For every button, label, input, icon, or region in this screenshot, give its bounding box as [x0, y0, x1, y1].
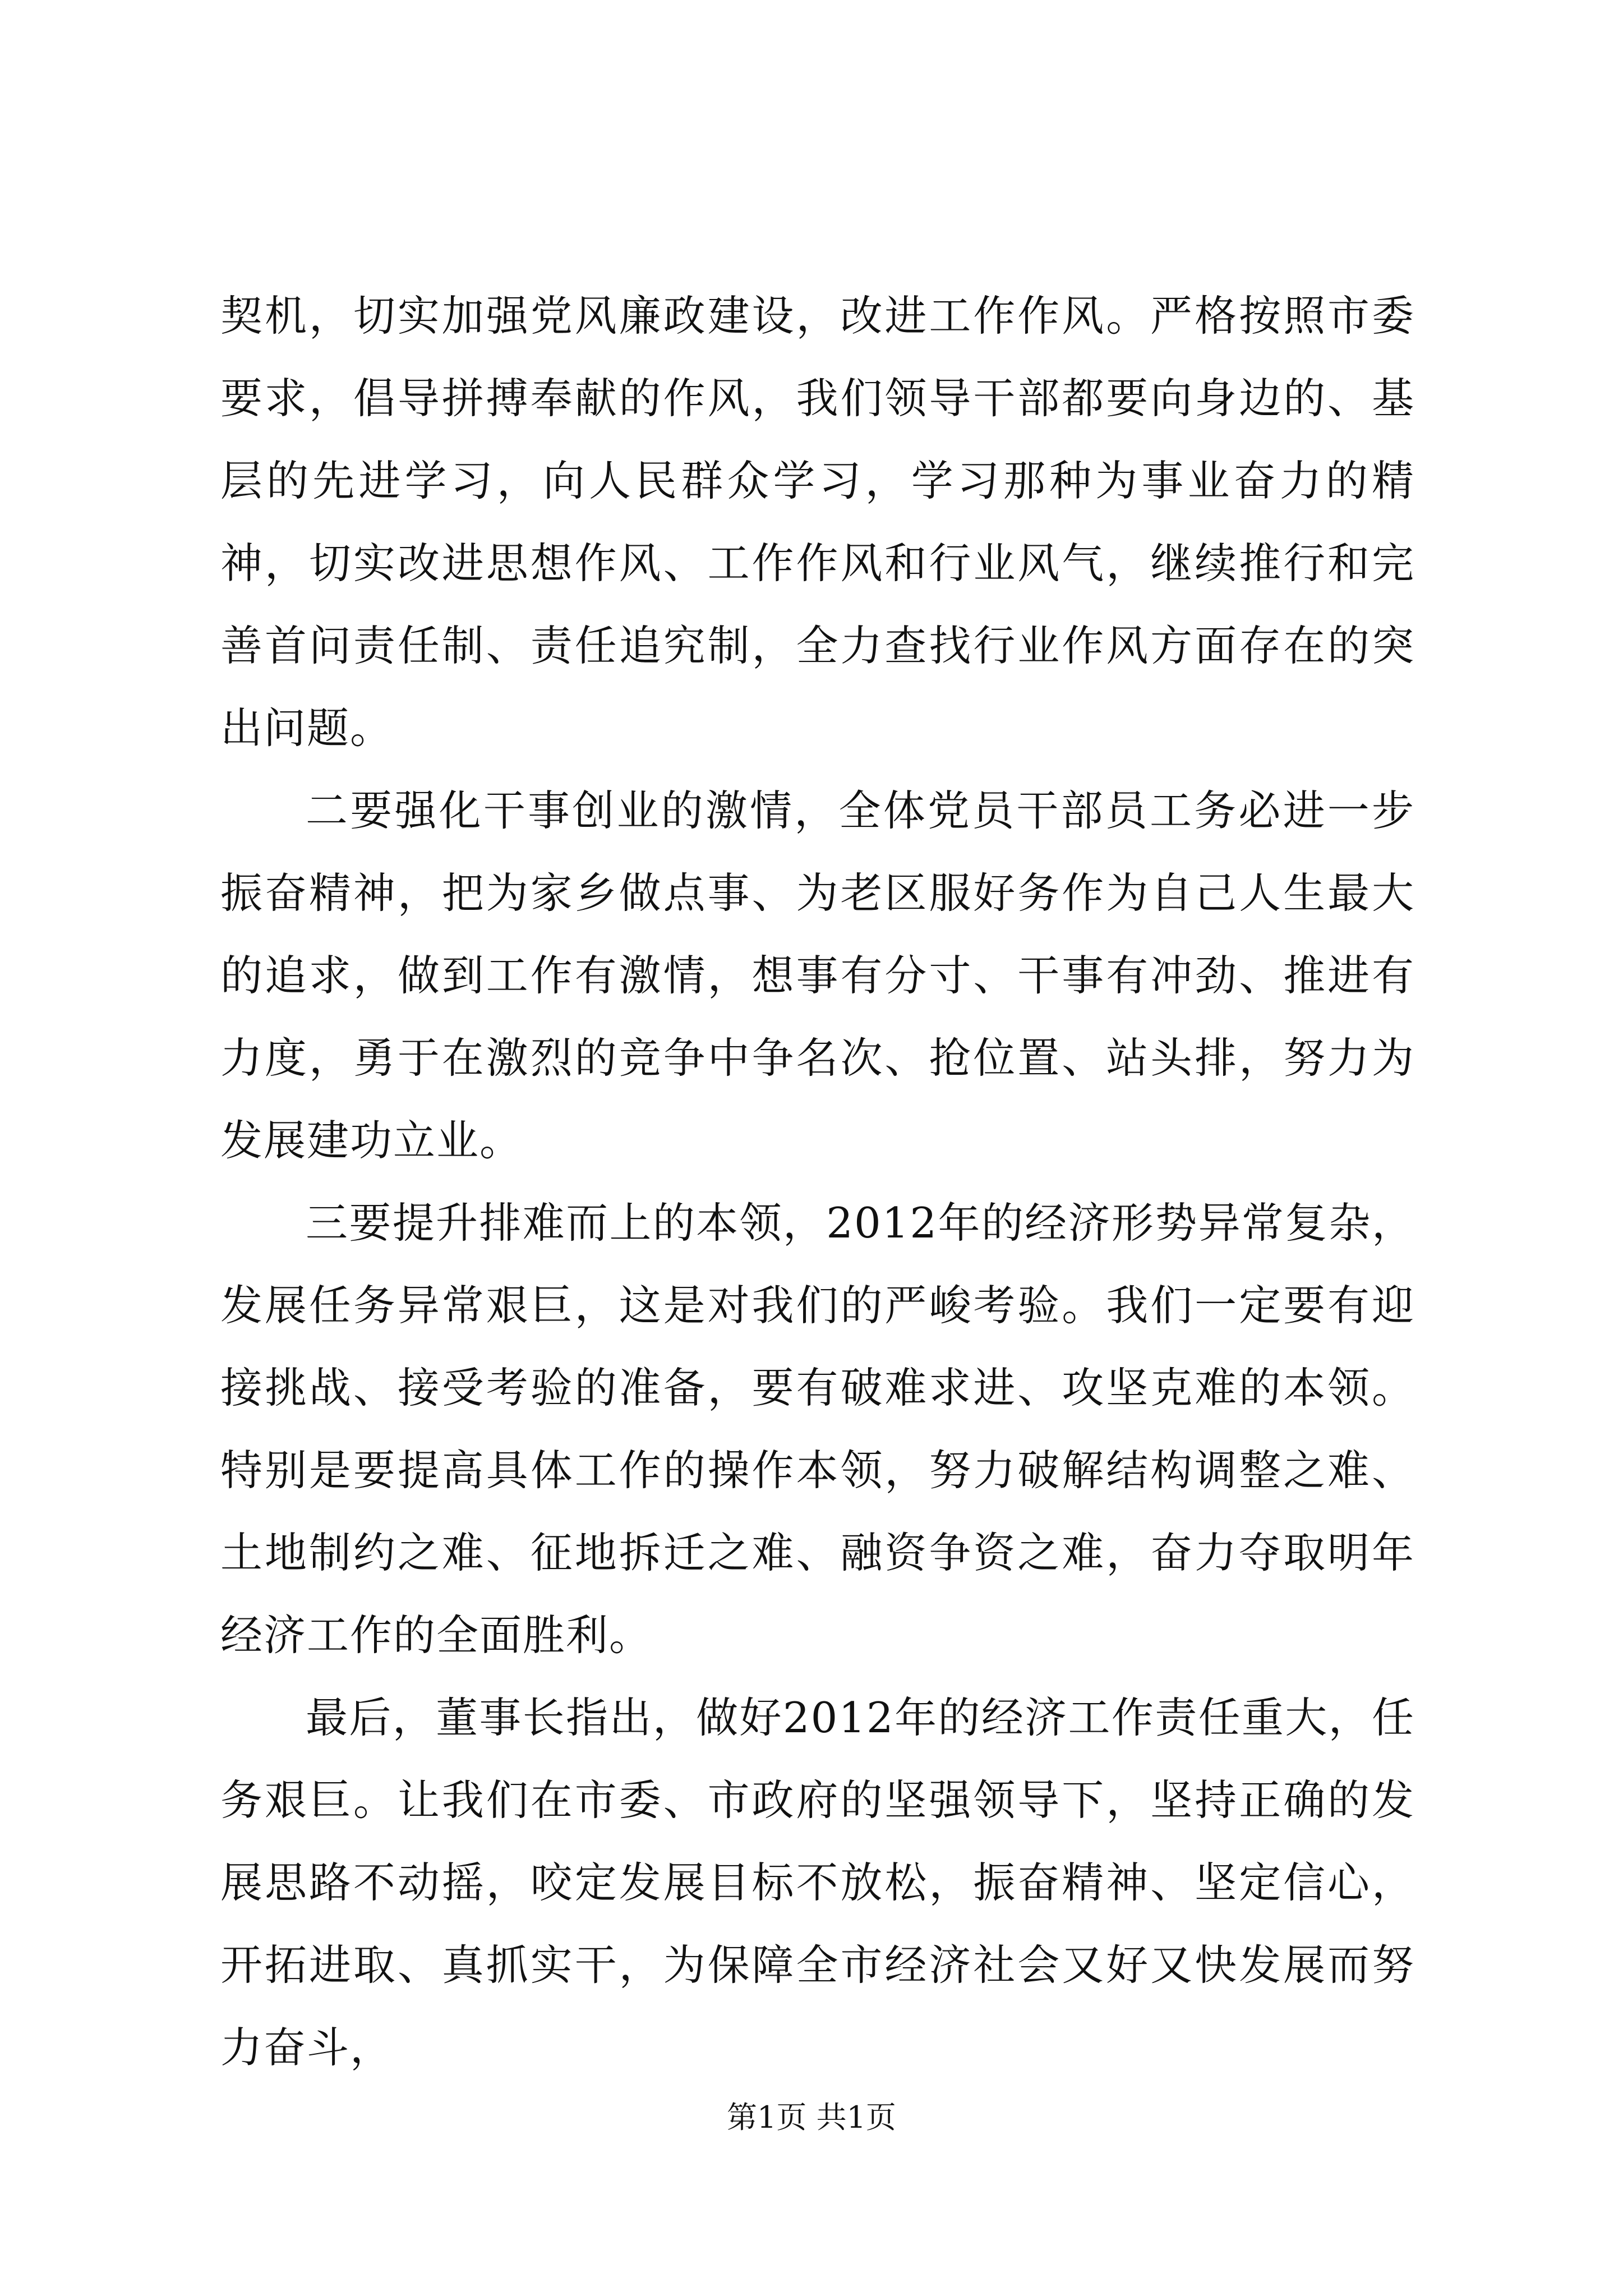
paragraph-4: 最后，董事长指出，做好2012年的经济工作责任重大，任务艰巨。让我们在市委、市政府的坚强领导下，坚持正确的发展思路不动摇，咬定发展目标不放松，振奋精神、坚定信心，开拓进取、真抓实干，为保障全市经济社会又好又快发展而努力奋斗，	[220, 1693, 1415, 2072]
document-body	[220, 275, 1415, 2089]
paragraph-3: 三要提升排难而上的本领，2012年的经济形势异常复杂，发展任务异常艰巨，这是对我们的严峻考验。我们一定要有迎接挑战、接受考验的准备，要有破难求进、攻坚克难的本领。特别是要提高具体工作的操作本领，努力破解结构调整之难、土地制约之难、征地拆迁之难、融资争资之难，奋力夺取明年经济工作的全面胜利。	[220, 1198, 1415, 1660]
paragraph-2: 二要强化干事创业的激情，全体党员干部员工务必进一步振奋精神，把为家乡做点事、为老区服好务作为自己人生最大的追求，做到工作有激情，想事有分寸、干事有冲劲、推进有力度，勇于在激烈的竞争中争名次、抢位置、站头排，努力为发展建功立业。	[220, 786, 1415, 1165]
page-footer: 第1页 共1页	[727, 2100, 896, 2135]
paragraph-1: 契机，切实加强党风廉政建设，改进工作作风。严格按照市委要求，倡导拼搏奉献的作风，我们领导干部都要向身边的、基层的先进学习，向人民群众学习，学习那种为事业奋力的精神，切实改进思想作风、工作作风和行业风气，继续推行和完善首问责任制、责任追究制，全力查找行业作风方面存在的突出问题。	[220, 291, 1415, 753]
